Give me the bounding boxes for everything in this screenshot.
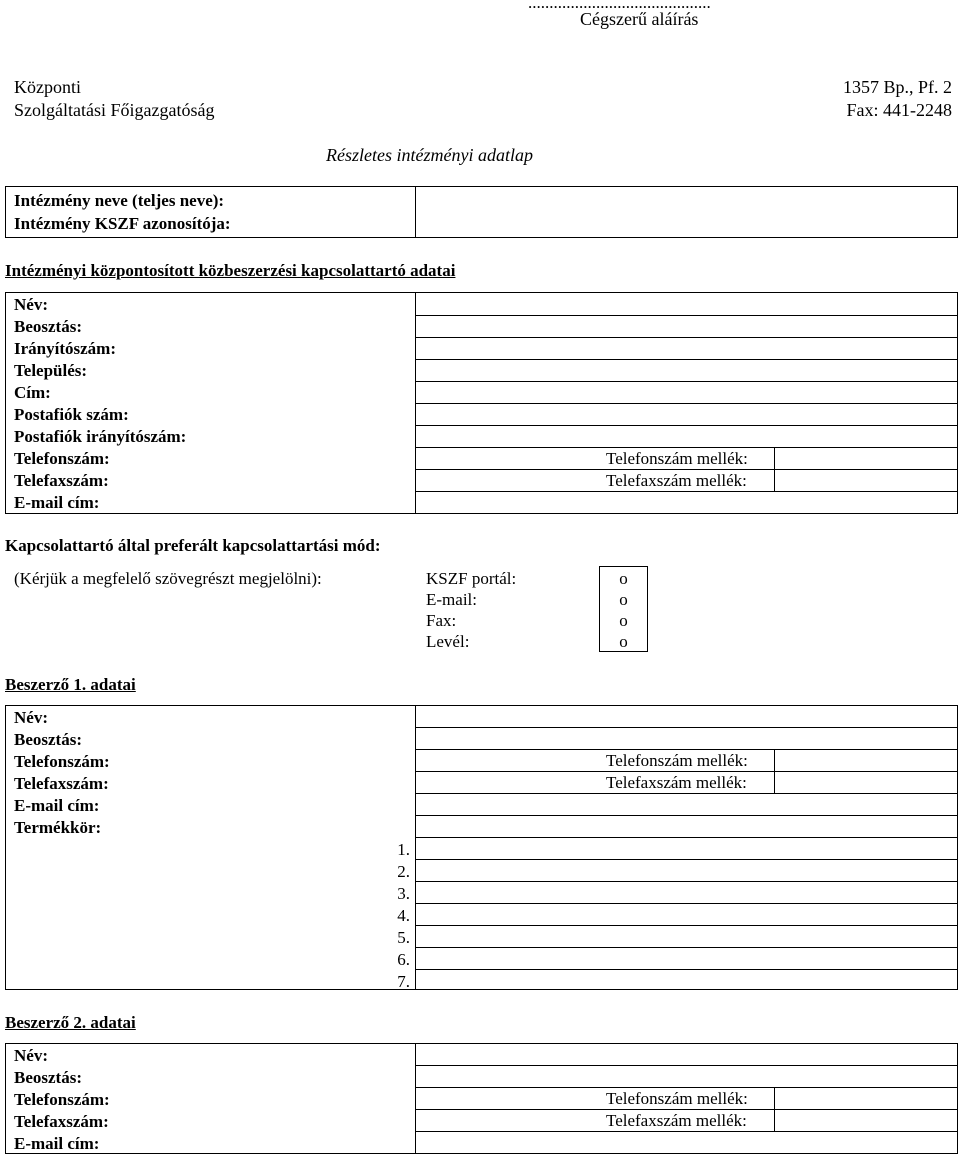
contact-row-line [416,447,957,448]
buyer2-heading: Beszerző 2. adatai [5,1013,136,1032]
buyer1-position-label: Beosztás: [14,730,82,749]
buyer2-table [5,1043,958,1154]
buyer1-row-line [416,925,957,926]
contact-name-label: Név: [14,295,48,314]
buyer1-phone-label: Telefonszám: [14,752,110,771]
buyer2-name-label: Név: [14,1046,48,1065]
buyer1-labels [14,707,110,839]
buyer1-row-line [416,727,957,728]
product-number: 4. [397,906,410,925]
preferred-option-labels [426,568,516,652]
option-letter-mark[interactable]: o [619,632,628,651]
buyer1-fax-label: Telefaxszám: [14,774,109,793]
contact-row-line [416,337,957,338]
buyer1-product-numbers [380,839,410,993]
option-email-label: E-mail: [426,590,477,609]
contact-position-label: Beosztás: [14,317,82,336]
buyer1-phone-ext-label: Telefonszám mellék: [606,751,748,770]
institution-id-field[interactable] [418,212,956,236]
institution-name-label: Intézmény neve (teljes neve): [14,191,225,210]
buyer2-email-label: E-mail cím: [14,1134,100,1153]
contact-fax-label: Telefaxszám: [14,471,109,490]
buyer2-row-line [416,1087,957,1088]
header-org-line1: Központi [14,77,81,97]
contact-ext-divider [774,447,775,491]
buyer1-row-line [416,749,957,750]
contact-address-label: Cím: [14,383,51,402]
option-email-mark[interactable]: o [619,590,628,609]
preferred-option-marks [600,568,647,652]
buyer2-row-line [416,1109,957,1110]
buyer1-row-line [416,903,957,904]
signature-dots: ........................................... [528,0,711,12]
contact-row-line [416,359,957,360]
preferred-instruction: (Kérjük a megfelelő szövegrészt megjelölni): [14,569,322,588]
buyer2-row-line [416,1131,957,1132]
buyer1-email-label: E-mail cím: [14,796,100,815]
contact-phone-label: Telefonszám: [14,449,110,468]
buyer2-divider [415,1044,416,1154]
buyer1-row-line [416,837,957,838]
buyer1-row-line [416,793,957,794]
contact-row-line [416,381,957,382]
product-number: 2. [397,862,410,881]
institution-divider [415,187,416,237]
buyer2-position-label: Beosztás: [14,1068,82,1087]
option-portal-label: KSZF portál: [426,569,517,588]
buyer1-row-line [416,815,957,816]
contact-pobox-zip-label: Postafiók irányítószám: [14,427,187,446]
option-portal-mark[interactable]: o [619,569,628,588]
buyer2-ext-divider [774,1087,775,1131]
buyer1-product-label: Termékkör: [14,818,102,837]
header-fax: Fax: 441-2248 [846,100,952,120]
product-number: 7. [397,972,410,991]
contact-fax-ext-label: Telefaxszám mellék: [606,471,747,490]
contact-heading: Intézményi központosított közbeszerzési kapcsolattartó adatai [5,261,456,280]
institution-name-field[interactable] [418,188,956,211]
buyer1-row-line [416,771,957,772]
preferred-heading: Kapcsolattartó által preferált kapcsolattartási mód: [5,536,381,555]
buyer1-row-line [416,881,957,882]
contact-labels [14,294,186,514]
buyer1-row-line [416,859,957,860]
contact-pobox-label: Postafiók szám: [14,405,129,424]
contact-row-line [416,403,957,404]
header-address: 1357 Bp., Pf. 2 [842,77,952,97]
option-letter-label: Levél: [426,632,470,651]
product-number: 1. [397,840,410,859]
contact-row-line [416,469,957,470]
form-title: Részletes intézményi adatlap [326,145,533,165]
institution-id-label: Intézmény KSZF azonosítója: [14,214,231,233]
product-number: 5. [397,928,410,947]
option-fax-label: Fax: [426,611,457,630]
buyer1-name-label: Név: [14,708,48,727]
header-org-line2: Szolgáltatási Főigazgatóság [14,100,215,120]
product-number: 3. [397,884,410,903]
buyer1-heading: Beszerző 1. adatai [5,675,136,694]
buyer2-fax-label: Telefaxszám: [14,1112,109,1131]
contact-zip-label: Irányítószám: [14,339,116,358]
product-number: 6. [397,950,410,969]
contact-row-line [416,491,957,492]
buyer1-row-line [416,947,957,948]
buyer2-phone-label: Telefonszám: [14,1090,110,1109]
buyer1-ext-divider [774,749,775,793]
buyer2-fax-ext-label: Telefaxszám mellék: [606,1111,747,1130]
buyer2-row-line [416,1065,957,1066]
buyer2-labels [14,1045,110,1155]
signature-label: Cégszerű aláírás [580,9,699,29]
contact-row-line [416,315,957,316]
option-fax-mark[interactable]: o [619,611,628,630]
contact-row-line [416,425,957,426]
contact-city-label: Település: [14,361,88,380]
buyer1-fax-ext-label: Telefaxszám mellék: [606,773,747,792]
contact-phone-ext-label: Telefonszám mellék: [606,449,748,468]
buyer1-row-line [416,969,957,970]
buyer2-phone-ext-label: Telefonszám mellék: [606,1089,748,1108]
contact-email-label: E-mail cím: [14,493,100,512]
